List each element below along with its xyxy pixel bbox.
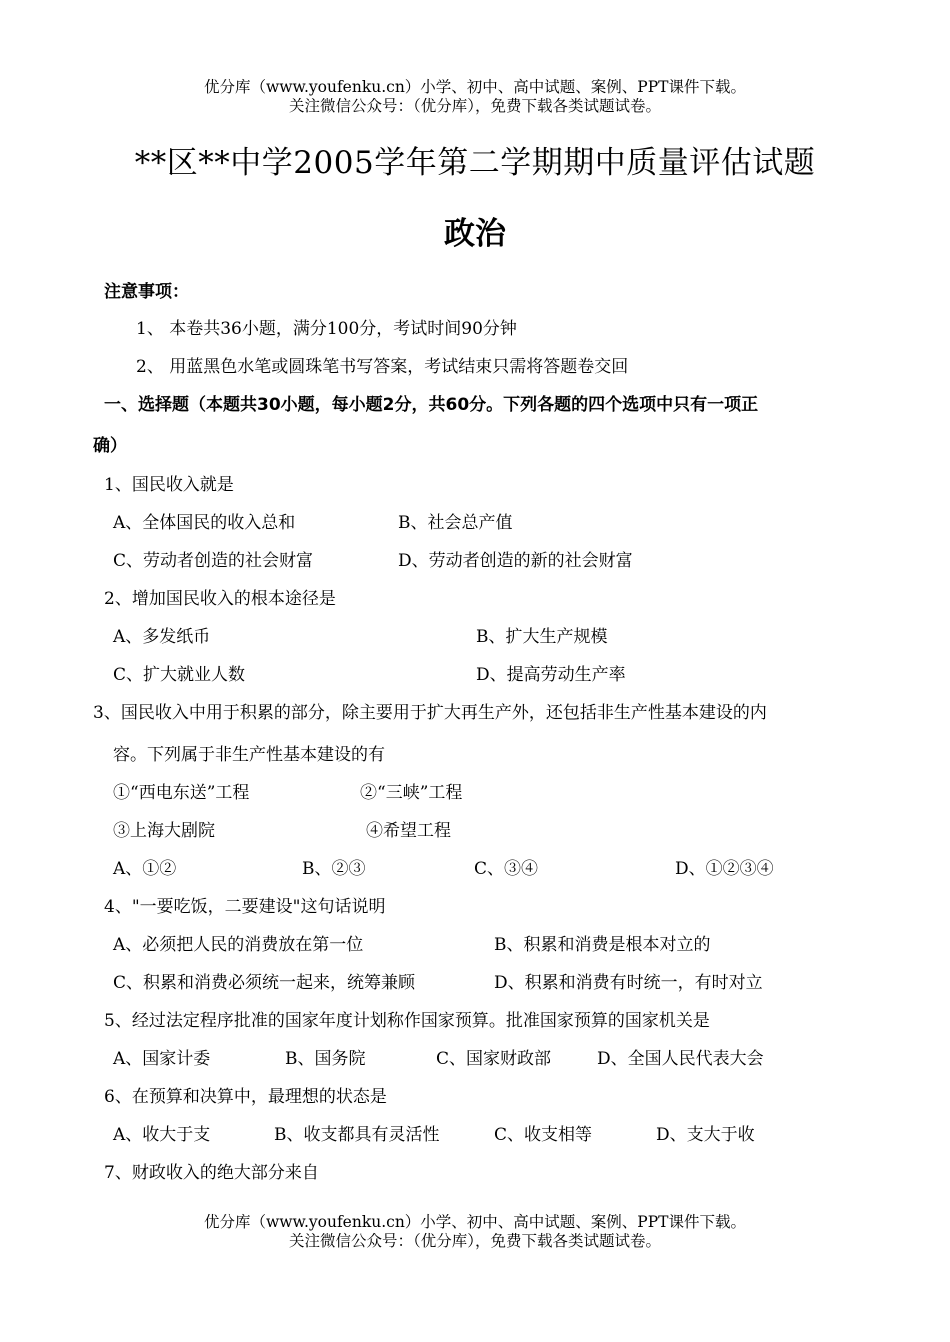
list-item: ②“三峡”工程 <box>360 783 463 803</box>
option: C、扩大就业人数 <box>113 665 246 685</box>
option: D、全国人民代表大会 <box>597 1049 764 1069</box>
section-heading-cont: 确） <box>93 436 127 456</box>
option: B、收支都具有灵活性 <box>274 1125 440 1145</box>
question-stem: 7、财政收入的绝大部分来自 <box>104 1163 319 1183</box>
option: A、①② <box>113 859 177 879</box>
question-stem: 4、"一要吃饭，二要建设"这句话说明 <box>104 897 386 917</box>
question-stem: 3、国民收入中用于积累的部分，除主要用于扩大再生产外，还包括非生产性基本建设的内 <box>93 703 767 723</box>
option: C、国家财政部 <box>436 1049 552 1069</box>
option: B、扩大生产规模 <box>476 627 608 647</box>
header-line-2: 关注微信公众号：（优分库），免费下载各类试题试卷。 <box>288 97 661 115</box>
option: B、②③ <box>302 859 366 879</box>
list-item: ③上海大剧院 <box>113 821 215 841</box>
footer-line-2: 关注微信公众号：（优分库），免费下载各类试题试卷。 <box>288 1232 661 1250</box>
list-item: ④希望工程 <box>366 821 451 841</box>
option: C、收支相等 <box>494 1125 593 1145</box>
option: B、国务院 <box>285 1049 366 1069</box>
option: A、必须把人民的消费放在第一位 <box>113 935 364 955</box>
subject-title: 政治 <box>444 216 506 252</box>
notes-heading: 注意事项： <box>104 282 189 302</box>
footer-line-1: 优分库（www.youfenku.cn）小学、初中、高中试题、案例、PPT课件下载。 <box>203 1213 747 1231</box>
option: A、全体国民的收入总和 <box>113 513 296 533</box>
option: D、支大于收 <box>656 1125 755 1145</box>
option: D、提高劳动生产率 <box>476 665 626 685</box>
list-item: ①“西电东送”工程 <box>113 783 250 803</box>
option: B、社会总产值 <box>398 513 513 533</box>
section-heading: 一、选择题（本题共30小题，每小题2分，共60分。下列各题的四个选项中只有一项正 <box>104 395 759 415</box>
question-stem: 5、经过法定程序批准的国家年度计划称作国家预算。批准国家预算的国家机关是 <box>104 1011 710 1031</box>
question-stem-cont: 容。下列属于非生产性基本建设的有 <box>113 745 385 765</box>
exam-title: **区**中学2005学年第二学期期中质量评估试题 <box>134 145 816 181</box>
option: A、多发纸币 <box>113 627 211 647</box>
option: A、国家计委 <box>113 1049 211 1069</box>
question-stem: 2、增加国民收入的根本途径是 <box>104 589 336 609</box>
option: C、③④ <box>474 859 539 879</box>
note-item: 2、 用蓝黑色水笔或圆珠笔书写答案，考试结束只需将答题卷交回 <box>136 357 629 377</box>
option: C、积累和消费必须统一起来，统筹兼顾 <box>113 973 416 993</box>
note-item: 1、 本卷共36小题，满分100分，考试时间90分钟 <box>136 319 517 339</box>
option: A、收大于支 <box>113 1125 211 1145</box>
question-stem: 1、国民收入就是 <box>104 475 234 495</box>
option: D、劳动者创造的新的社会财富 <box>398 551 633 571</box>
option: D、积累和消费有时统一，有时对立 <box>494 973 763 993</box>
question-stem: 6、在预算和决算中，最理想的状态是 <box>104 1087 387 1107</box>
option: C、劳动者创造的社会财富 <box>113 551 314 571</box>
option: B、积累和消费是根本对立的 <box>494 935 711 955</box>
header-line-1: 优分库（www.youfenku.cn）小学、初中、高中试题、案例、PPT课件下载。 <box>203 78 747 96</box>
option: D、①②③④ <box>675 859 774 879</box>
